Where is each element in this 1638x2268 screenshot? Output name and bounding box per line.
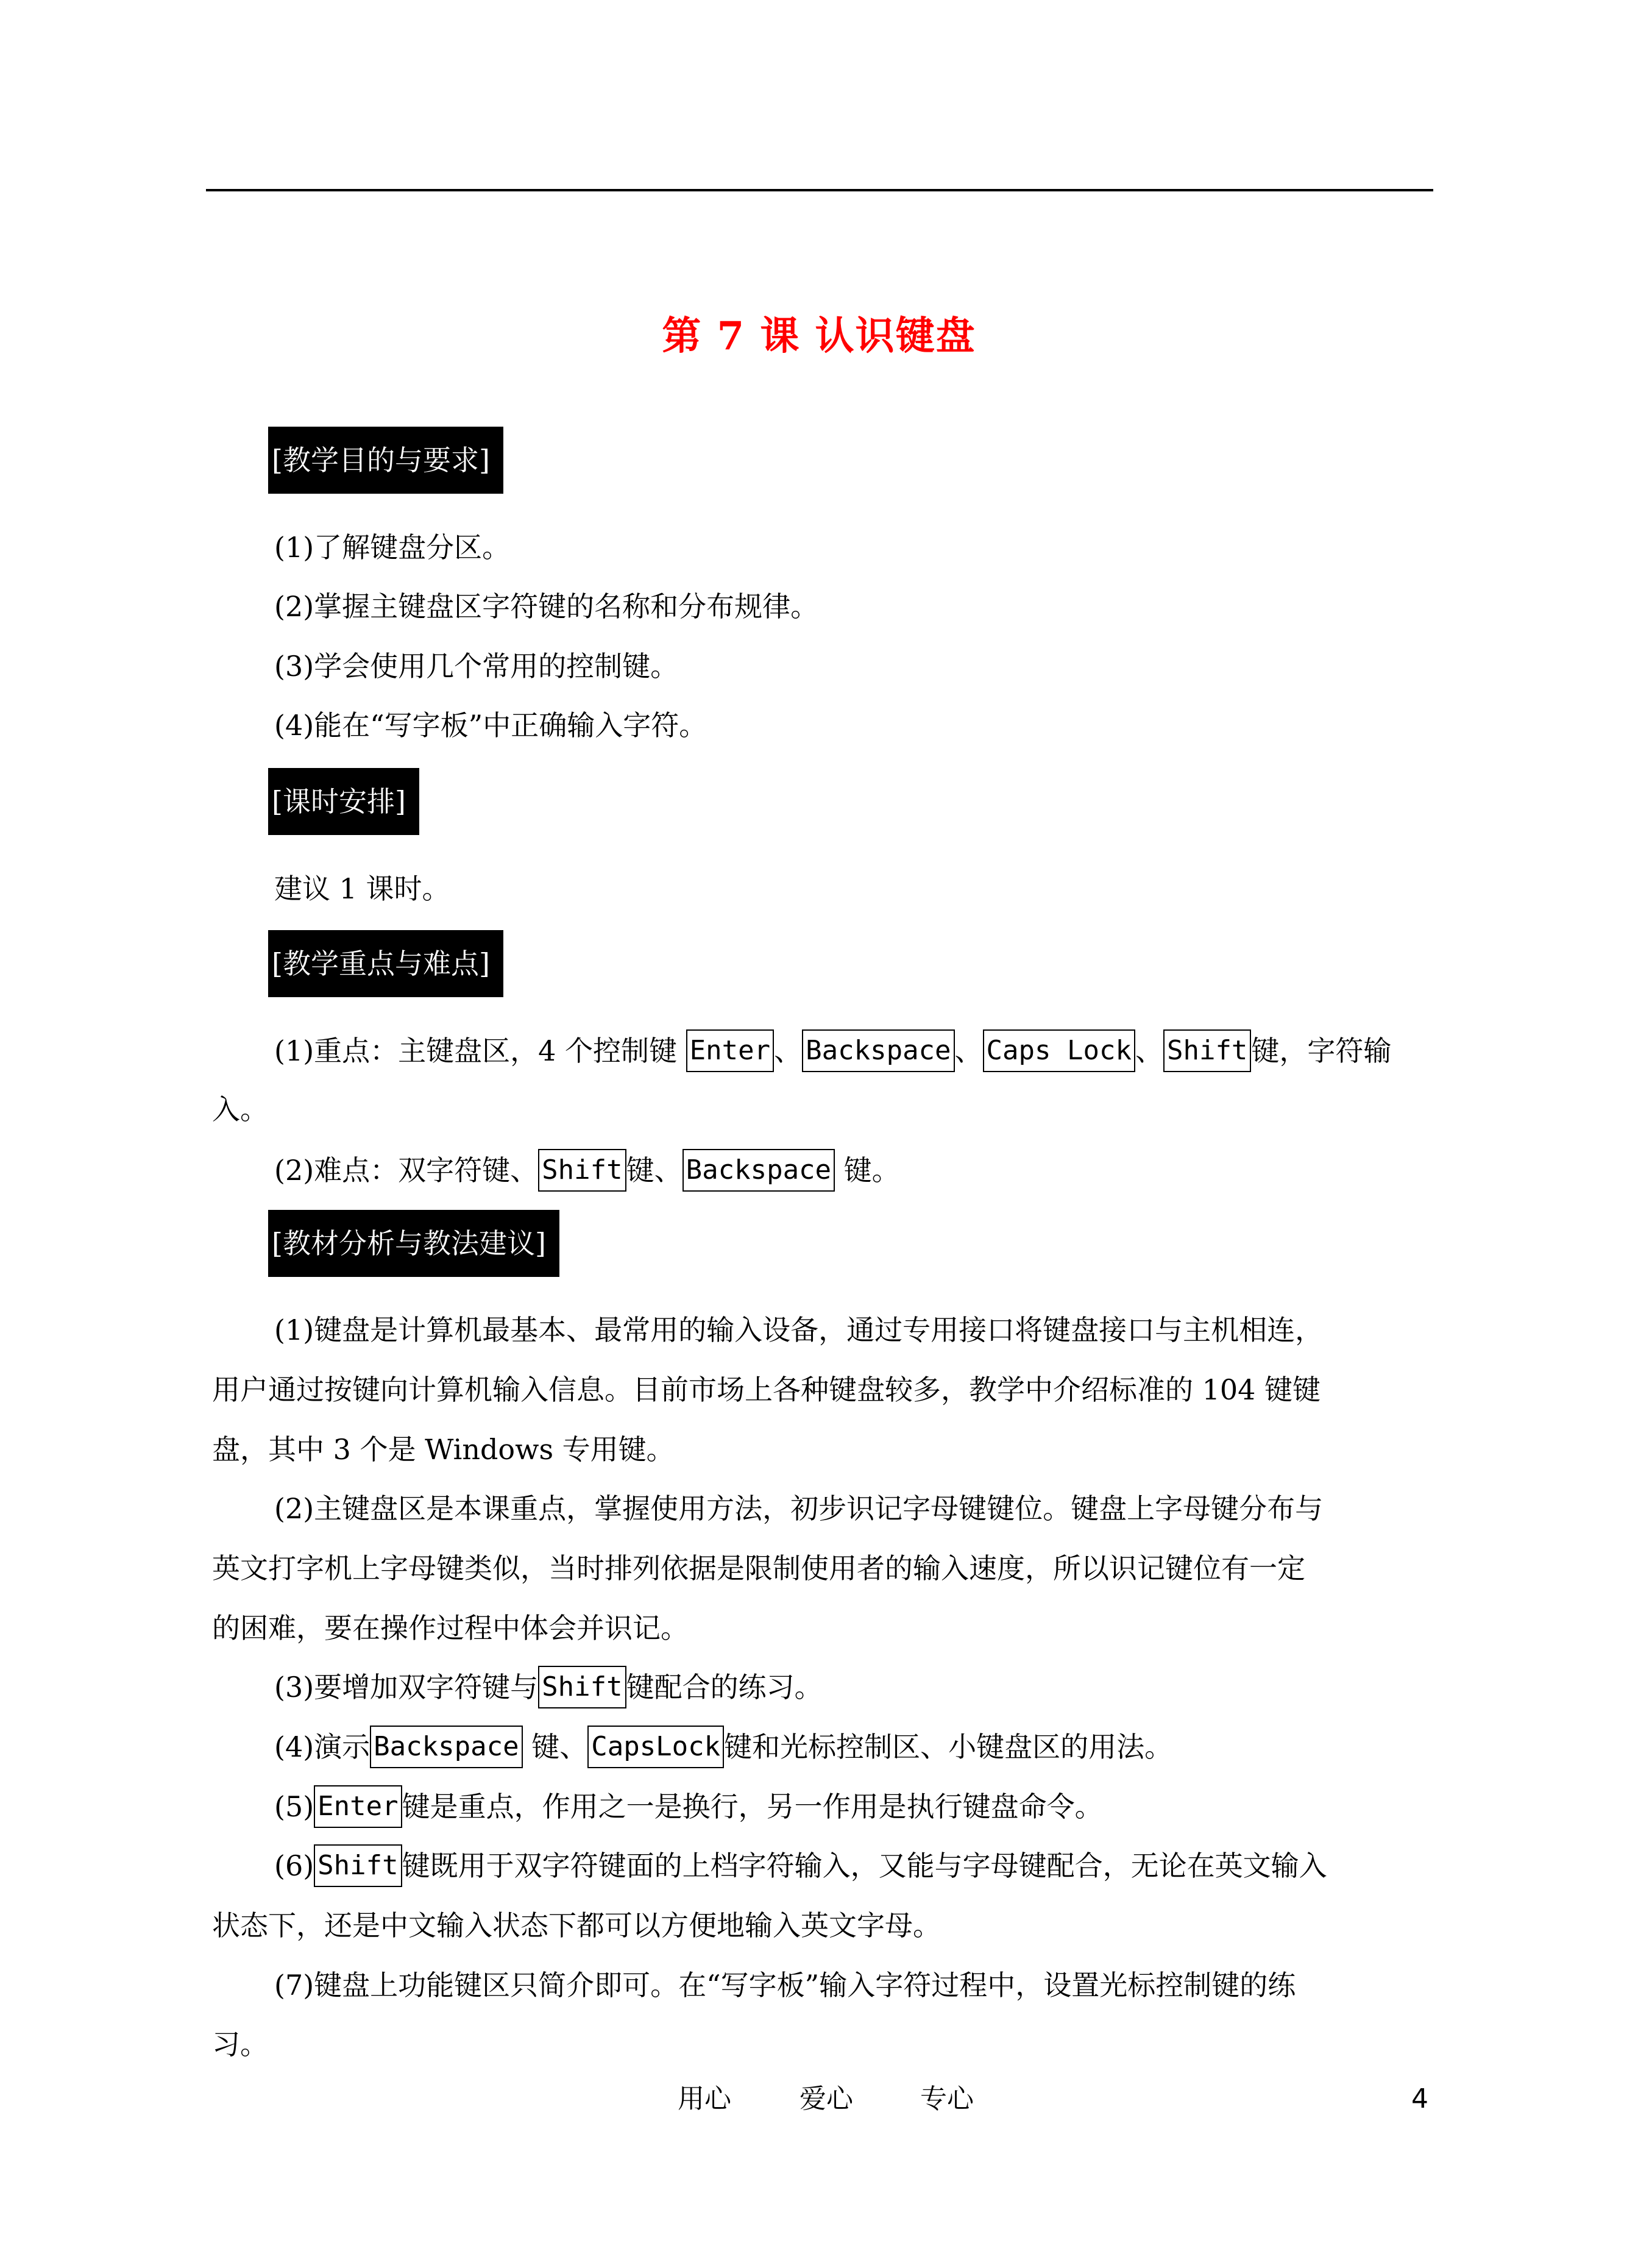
backspace-key-label: Backspace bbox=[802, 1029, 954, 1072]
analysis-p2-line1: (2)主键盘区是本课重点，掌握使用方法，初步识记字母键键位。键盘上字母键分布与 bbox=[274, 1492, 1324, 1525]
capslock-key-label: CapsLock bbox=[587, 1726, 724, 1768]
header-rule bbox=[206, 189, 1433, 191]
text: 、 bbox=[954, 1034, 983, 1067]
shift-key-label: Shift bbox=[1163, 1029, 1251, 1072]
text: (5) bbox=[274, 1790, 314, 1823]
lesson-title: 第 7 课 认识键盘 bbox=[662, 313, 976, 359]
analysis-p7-line2: 习。 bbox=[212, 2028, 268, 2061]
analysis-p6-line2: 状态下，还是中文输入状态下都可以方便地输入英文字母。 bbox=[212, 1909, 941, 1942]
analysis-p1-line3: 盘，其中 3 个是 Windows 专用键。 bbox=[212, 1433, 675, 1466]
footer-word-3: 专心 bbox=[920, 2083, 974, 2114]
page-number: 4 bbox=[1411, 2083, 1428, 2114]
text: (6) bbox=[274, 1849, 314, 1882]
backspace-key-label: Backspace bbox=[682, 1149, 835, 1192]
schedule-text: 建议 1 课时。 bbox=[274, 872, 450, 905]
text: 键是重点，作用之一是换行，另一作用是执行键盘命令。 bbox=[402, 1790, 1103, 1823]
analysis-p1-line2: 用户通过按键向计算机输入信息。目前市场上各种键盘较多，教学中介绍标准的 104 键键 bbox=[212, 1373, 1321, 1406]
analysis-p6 bbox=[274, 1847, 1327, 1887]
text: 键配合的练习。 bbox=[626, 1671, 823, 1704]
goal-item-1: (1)了解键盘分区。 bbox=[274, 531, 511, 564]
text: (2)难点：双字符键、 bbox=[274, 1154, 539, 1187]
backspace-key-label: Backspace bbox=[370, 1726, 522, 1768]
analysis-p2-line2: 英文打字机上字母键类似，当时排列依据是限制使用者的输入速度，所以识记键位有一定 bbox=[212, 1552, 1305, 1585]
key-points-para-2 bbox=[274, 1152, 900, 1192]
key-points-para-1-cont: 入。 bbox=[212, 1093, 268, 1126]
text: 键、 bbox=[626, 1154, 682, 1187]
analysis-p3 bbox=[274, 1669, 823, 1708]
enter-key-label: Enter bbox=[314, 1785, 402, 1828]
shift-key-label: Shift bbox=[538, 1666, 626, 1708]
heading-goals: [教学目的与要求] bbox=[268, 427, 503, 494]
enter-key-label: Enter bbox=[686, 1029, 774, 1072]
goal-item-2: (2)掌握主键盘区字符键的名称和分布规律。 bbox=[274, 590, 819, 623]
capslock-key-label: Caps Lock bbox=[983, 1029, 1135, 1072]
text: (3)要增加双字符键与 bbox=[274, 1671, 539, 1704]
shift-key-label: Shift bbox=[314, 1844, 402, 1887]
analysis-p1-line1: (1)键盘是计算机最基本、最常用的输入设备，通过专用接口将键盘接口与主机相连， bbox=[274, 1314, 1324, 1346]
analysis-p2-line3: 的困难，要在操作过程中体会并识记。 bbox=[212, 1612, 689, 1644]
text: 键。 bbox=[835, 1154, 900, 1187]
goal-item-3: (3)学会使用几个常用的控制键。 bbox=[274, 650, 679, 683]
goal-item-4: (4)能在“写字板”中正确输入字符。 bbox=[274, 709, 707, 742]
key-points-para-1 bbox=[274, 1033, 1391, 1072]
text: 、 bbox=[1135, 1034, 1163, 1067]
analysis-p4 bbox=[274, 1729, 1172, 1768]
text: (4)演示 bbox=[274, 1730, 370, 1763]
heading-analysis: [教材分析与教法建议] bbox=[268, 1210, 559, 1277]
analysis-p5 bbox=[274, 1788, 1103, 1828]
text: (1)重点：主键盘区，4 个控制键 bbox=[274, 1034, 686, 1067]
analysis-p7-line1: (7)键盘上功能键区只简介即可。在“写字板”输入字符过程中，设置光标控制键的练 bbox=[274, 1969, 1296, 2002]
text: 键和光标控制区、小键盘区的用法。 bbox=[724, 1730, 1173, 1763]
text: 键既用于双字符键面的上档字符输入，又能与字母键配合，无论在英文输入 bbox=[402, 1849, 1327, 1882]
heading-key-points: [教学重点与难点] bbox=[268, 930, 503, 997]
text: 键、 bbox=[522, 1730, 588, 1763]
footer-word-1: 用心 bbox=[678, 2083, 731, 2114]
text: 键，字符输 bbox=[1251, 1034, 1392, 1067]
text: 、 bbox=[774, 1034, 803, 1067]
heading-schedule: [课时安排] bbox=[268, 768, 419, 835]
shift-key-label: Shift bbox=[538, 1149, 626, 1192]
footer-word-2: 爱心 bbox=[800, 2083, 853, 2114]
